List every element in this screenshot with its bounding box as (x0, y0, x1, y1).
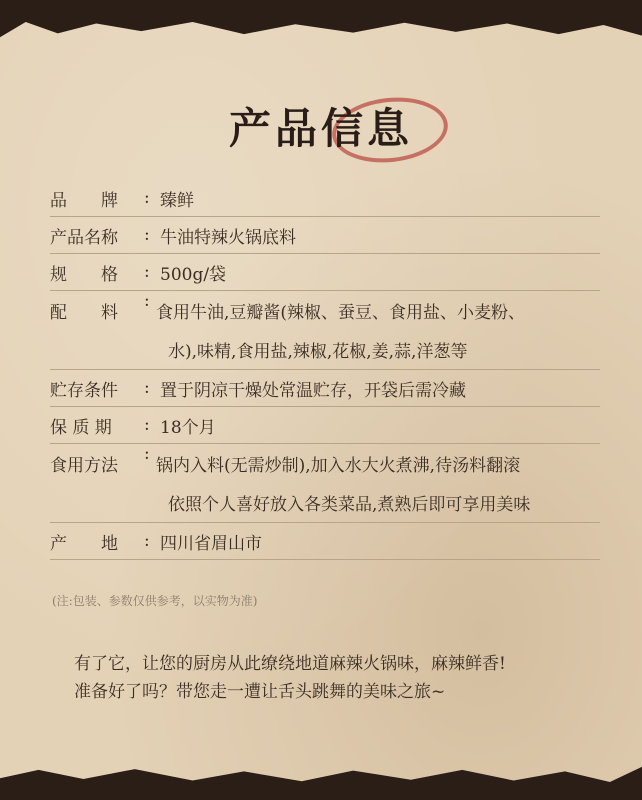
product-info-table (50, 180, 600, 560)
colon: : (144, 415, 150, 435)
row-value: 四川省眉山市 (160, 533, 262, 554)
row-label: 规 格 (50, 264, 118, 285)
info-row-brand (50, 180, 600, 217)
colon: : (144, 262, 150, 282)
info-row-origin (50, 523, 600, 560)
row-value: 牛油特辣火锅底料 (160, 227, 296, 248)
row-value: 臻鲜 (160, 190, 194, 211)
slogan (74, 650, 594, 706)
row-label: 产 地 (50, 533, 118, 554)
colon: : (144, 378, 150, 398)
row-label: 保 质 期 (50, 417, 112, 438)
row-label: 贮存条件 (50, 380, 118, 401)
row-value: 置于阴凉干燥处常温贮存，开袋后需冷藏 (160, 380, 466, 401)
info-row-ingredients (50, 291, 600, 370)
colon: : (144, 188, 150, 208)
info-row-product-name (50, 217, 600, 254)
row-value-line-2: 依照个人喜好放入各类菜品,煮熟后即可享用美味 (168, 495, 531, 515)
colon: : (144, 225, 150, 245)
colon: : (144, 291, 150, 311)
slogan-line-1: 有了它，让您的厨房从此缭绕地道麻辣火锅味，麻辣鲜香! (74, 654, 506, 674)
colon: : (144, 444, 150, 464)
row-value: 18个月 (160, 417, 216, 438)
info-row-usage (50, 444, 600, 523)
row-label: 品 牌 (50, 190, 118, 211)
info-row-storage (50, 370, 600, 407)
row-value-line-1: 食用牛油,豆瓣酱(辣椒、蚕豆、食用盐、小麦粉、 (156, 303, 526, 323)
slogan-line-2: 准备好了吗？带您走一遭让舌头跳舞的美味之旅~ (74, 682, 446, 702)
info-row-spec (50, 254, 600, 291)
info-row-shelf-life (50, 407, 600, 444)
row-label: 配 料 (50, 303, 118, 323)
colon: : (144, 531, 150, 551)
row-value-line-1: 锅内入料(无需炒制),加入水大火煮沸,待汤料翻滚 (156, 456, 521, 476)
row-label: 产品名称 (50, 227, 118, 248)
row-value: 500g/袋 (160, 264, 227, 285)
row-label: 食用方法 (50, 456, 118, 476)
disclaimer-note: (注:包装、参数仅供参考，以实物为准) (52, 594, 258, 608)
page-title: 产品信息 (228, 104, 413, 153)
row-value-line-2: 水),味精,食用盐,辣椒,花椒,姜,蒜,洋葱等 (168, 342, 468, 362)
